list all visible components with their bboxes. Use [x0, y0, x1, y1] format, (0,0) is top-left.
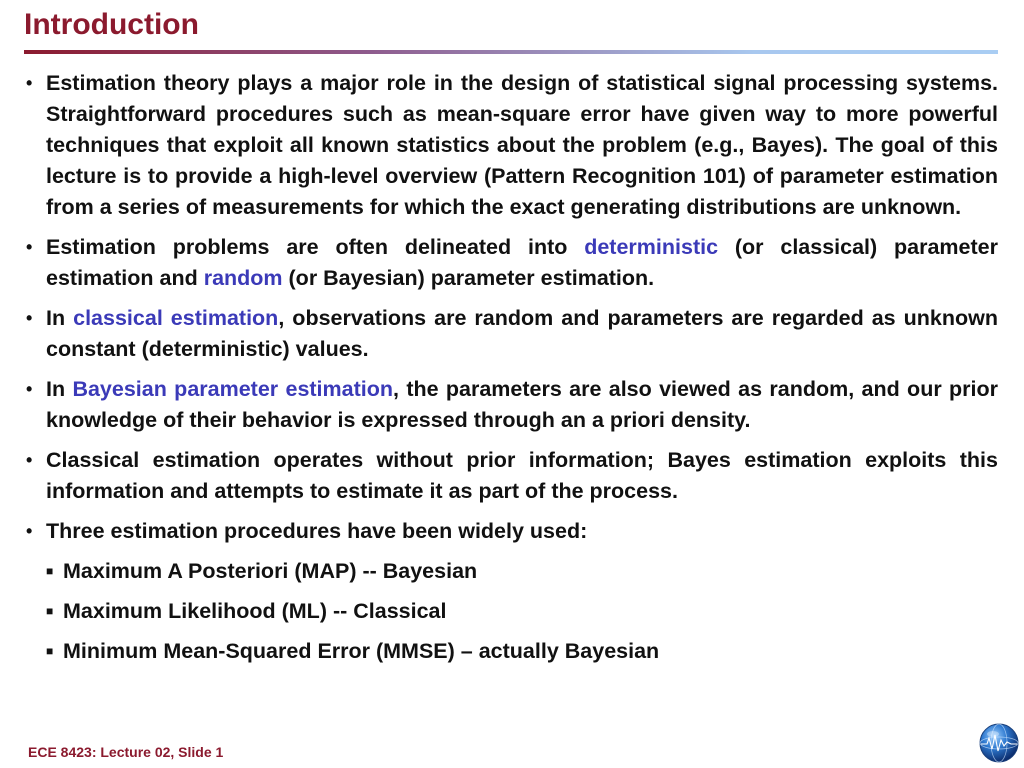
term-deterministic: deterministic [584, 235, 719, 259]
bullet-text: Estimation theory plays a major role in the design of statistical signal processing systems. Straightforward procedures such as mean-square error have given way to more powerful techniques that exploit all known statistics about the problem (e.g., Bayes). The goal of this lecture is to provide a high-level overview (Pattern Recognition 101) of parameter estimation from a series of measurements for which the exact generating distributions are unknown. [46, 71, 998, 219]
bullet-dot: • [26, 73, 33, 93]
bullet-dot: • [26, 308, 33, 328]
bullet-text-part: (or classical) parameter estimation and [46, 235, 998, 290]
bullet-text-part: In [46, 306, 74, 330]
sub-bullet-item [46, 636, 998, 667]
square-bullet-icon: ■ [46, 604, 54, 618]
slide-title: Introduction [24, 8, 199, 41]
bullet-dot: • [26, 521, 33, 541]
slide-footer: ECE 8423: Lecture 02, Slide 1 [28, 744, 224, 760]
bullet-dot: • [26, 379, 33, 399]
bullet-item [26, 516, 998, 547]
bullet-text-part: In [46, 377, 73, 401]
sub-bullet-item [46, 556, 998, 587]
bullet-text [46, 303, 998, 365]
bullet-text-part: Estimation problems are often delineated into [46, 235, 585, 259]
bullet-item [26, 232, 998, 294]
sub-bullet-text: Maximum Likelihood (ML) -- Classical [63, 599, 447, 623]
sub-bullet-item [46, 596, 998, 627]
bullet-dot: • [26, 450, 33, 470]
bullet-dot: • [26, 237, 33, 257]
slide-content [26, 68, 998, 676]
bullet-item [26, 445, 998, 507]
bullet-text [46, 374, 998, 436]
term-bayesian-parameter-estimation: Bayesian parameter estimation [72, 377, 394, 401]
bullet-item [26, 68, 998, 223]
bullet-text-part: (or Bayesian) parameter estimation. [282, 266, 655, 290]
sub-bullet-text: Minimum Mean-Squared Error (MMSE) – actually Bayesian [63, 639, 660, 663]
title-divider [24, 50, 998, 54]
square-bullet-icon: ■ [46, 644, 54, 658]
globe-icon [978, 722, 1020, 764]
term-random: random [203, 266, 283, 290]
bullet-text: Three estimation procedures have been widely used: [46, 519, 588, 543]
sub-bullet-text: Maximum A Posteriori (MAP) -- Bayesian [63, 559, 478, 583]
square-bullet-icon: ■ [46, 564, 54, 578]
term-classical-estimation: classical estimation [73, 306, 279, 330]
bullet-text [46, 232, 998, 294]
bullet-text-part: , the parameters are also viewed as random, and our prior knowledge of their behavior is expressed through an a priori density. [46, 377, 998, 432]
bullet-text-part: , observations are random and parameters are regarded as unknown constant (deterministic) values. [46, 306, 998, 361]
bullet-text: Classical estimation operates without prior information; Bayes estimation exploits this information and attempts to estimate it as part of the process. [46, 448, 998, 503]
bullet-item [26, 303, 998, 365]
bullet-item [26, 374, 998, 436]
